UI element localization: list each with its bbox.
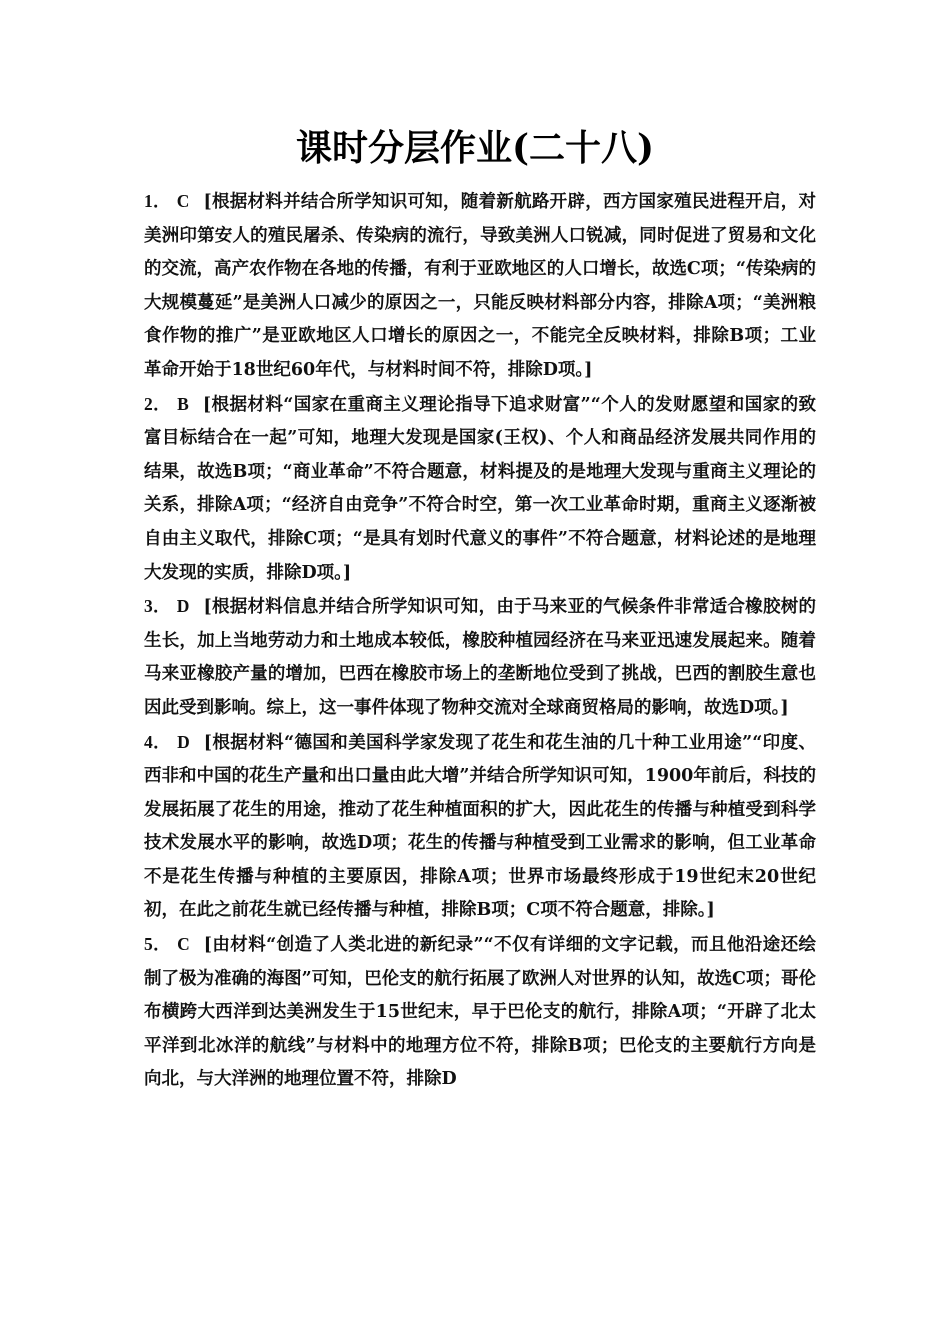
answer-explanation: [由材料“创造了人类北进的新纪录”“不仅有详细的文字记载，而且他沿途还绘制了极为准确的海图”可知，巴伦支的航行拓展了欧洲人对世界的认知，故选C项；哥伦布横跨大西洋到达美洲发生于15世纪末，早于巴伦支的航行，排除A项；“开辟了北太平洋到北冰洋的航线”与材料中的地理方位不符，排除B项；巴伦支的主要航行方向是向北，与大洋洲的地理位置不符，排除D	[144, 935, 816, 1090]
answer-item-5	[144, 928, 816, 1097]
page-title: 课时分层作业(二十八)	[295, 127, 655, 169]
answer-item-4	[144, 726, 816, 929]
answer-explanation: [根据材料“国家在重商主义理论指导下追求财富”“个人的发财愿望和国家的致富目标结合在一起”可知，地理大发现是国家(王权)、个人和商品经济发展共同作用的结果，故选B项；“商业革命”不符合题意，材料提及的是地理大发现与重商主义理论的关系，排除A项；“经济自由竞争”不符合时空，第一次工业革命时期，重商主义逐渐被自由主义取代，排除C项；“是具有划时代意义的事件”不符合题意，材料论述的是地理大发现的实质，排除D项。]	[144, 394, 817, 583]
answer-choice: D	[176, 596, 190, 617]
answer-choice: B	[177, 393, 189, 414]
answer-explanation: [根据材料信息并结合所学知识可知，由于马来亚的气候条件非常适合橡胶树的生长，加上当地劳动力和土地成本较低，橡胶种植园经济在马来亚迅速发展起来。随着马来亚橡胶产量的增加，巴西在橡胶市场上的垄断地位受到了挑战，巴西的割胶生意也因此受到影响。综上，这一事件体现了物种交流对全球商贸格局的影响，故选D项。]	[144, 597, 816, 718]
answer-item-3	[144, 590, 816, 725]
answer-explanation: [根据材料“德国和美国科学家发现了花生和花生油的几十种工业用途”“印度、西非和中国的花生产量和出口量由此大增”并结合所学知识可知，1900年前后，科技的发展拓展了花生的用途，推动了花生种植面积的扩大，因此花生的传播与种植受到科学技术发展水平的影响，故选D项；花生的传播与种植受到工业需求的影响，但工业革命不是花生传播与种植的主要原因，排除A项；世界市场最终形成于19世纪末20世纪初，在此之前花生就已经传播与种植，排除B项；C项不符合题意，排除。]	[144, 732, 816, 921]
answer-explanation: [根据材料并结合所学知识可知，随着新航路开辟，西方国家殖民进程开启，对美洲印第安人的殖民屠杀、传染病的流行，导致美洲人口锐减，同时促进了贸易和文化的交流，高产农作物在各地的传播，有利于亚欧地区的人口增长，故选C项；“传染病的大规模蔓延”是美洲人口减少的原因之一，只能反映材料部分内容，排除A项；“美洲粮食作物的推广”是亚欧地区人口增长的原因之一，不能完全反映材料，排除B项；工业革命开始于18世纪60年代，与材料时间不符，排除D项。]	[144, 192, 816, 380]
answer-choice: C	[176, 191, 190, 211]
answer-item-1	[144, 185, 816, 388]
answer-item-2	[144, 388, 816, 591]
answer-choice: D	[177, 731, 190, 752]
answer-number: 4．	[144, 731, 172, 752]
answer-list	[144, 185, 816, 1097]
answer-choice: C	[177, 934, 190, 955]
answer-number: 3．	[144, 596, 171, 617]
answer-number: 2．	[144, 393, 172, 414]
answer-number: 1．	[144, 191, 171, 211]
answer-number: 5．	[144, 934, 172, 955]
